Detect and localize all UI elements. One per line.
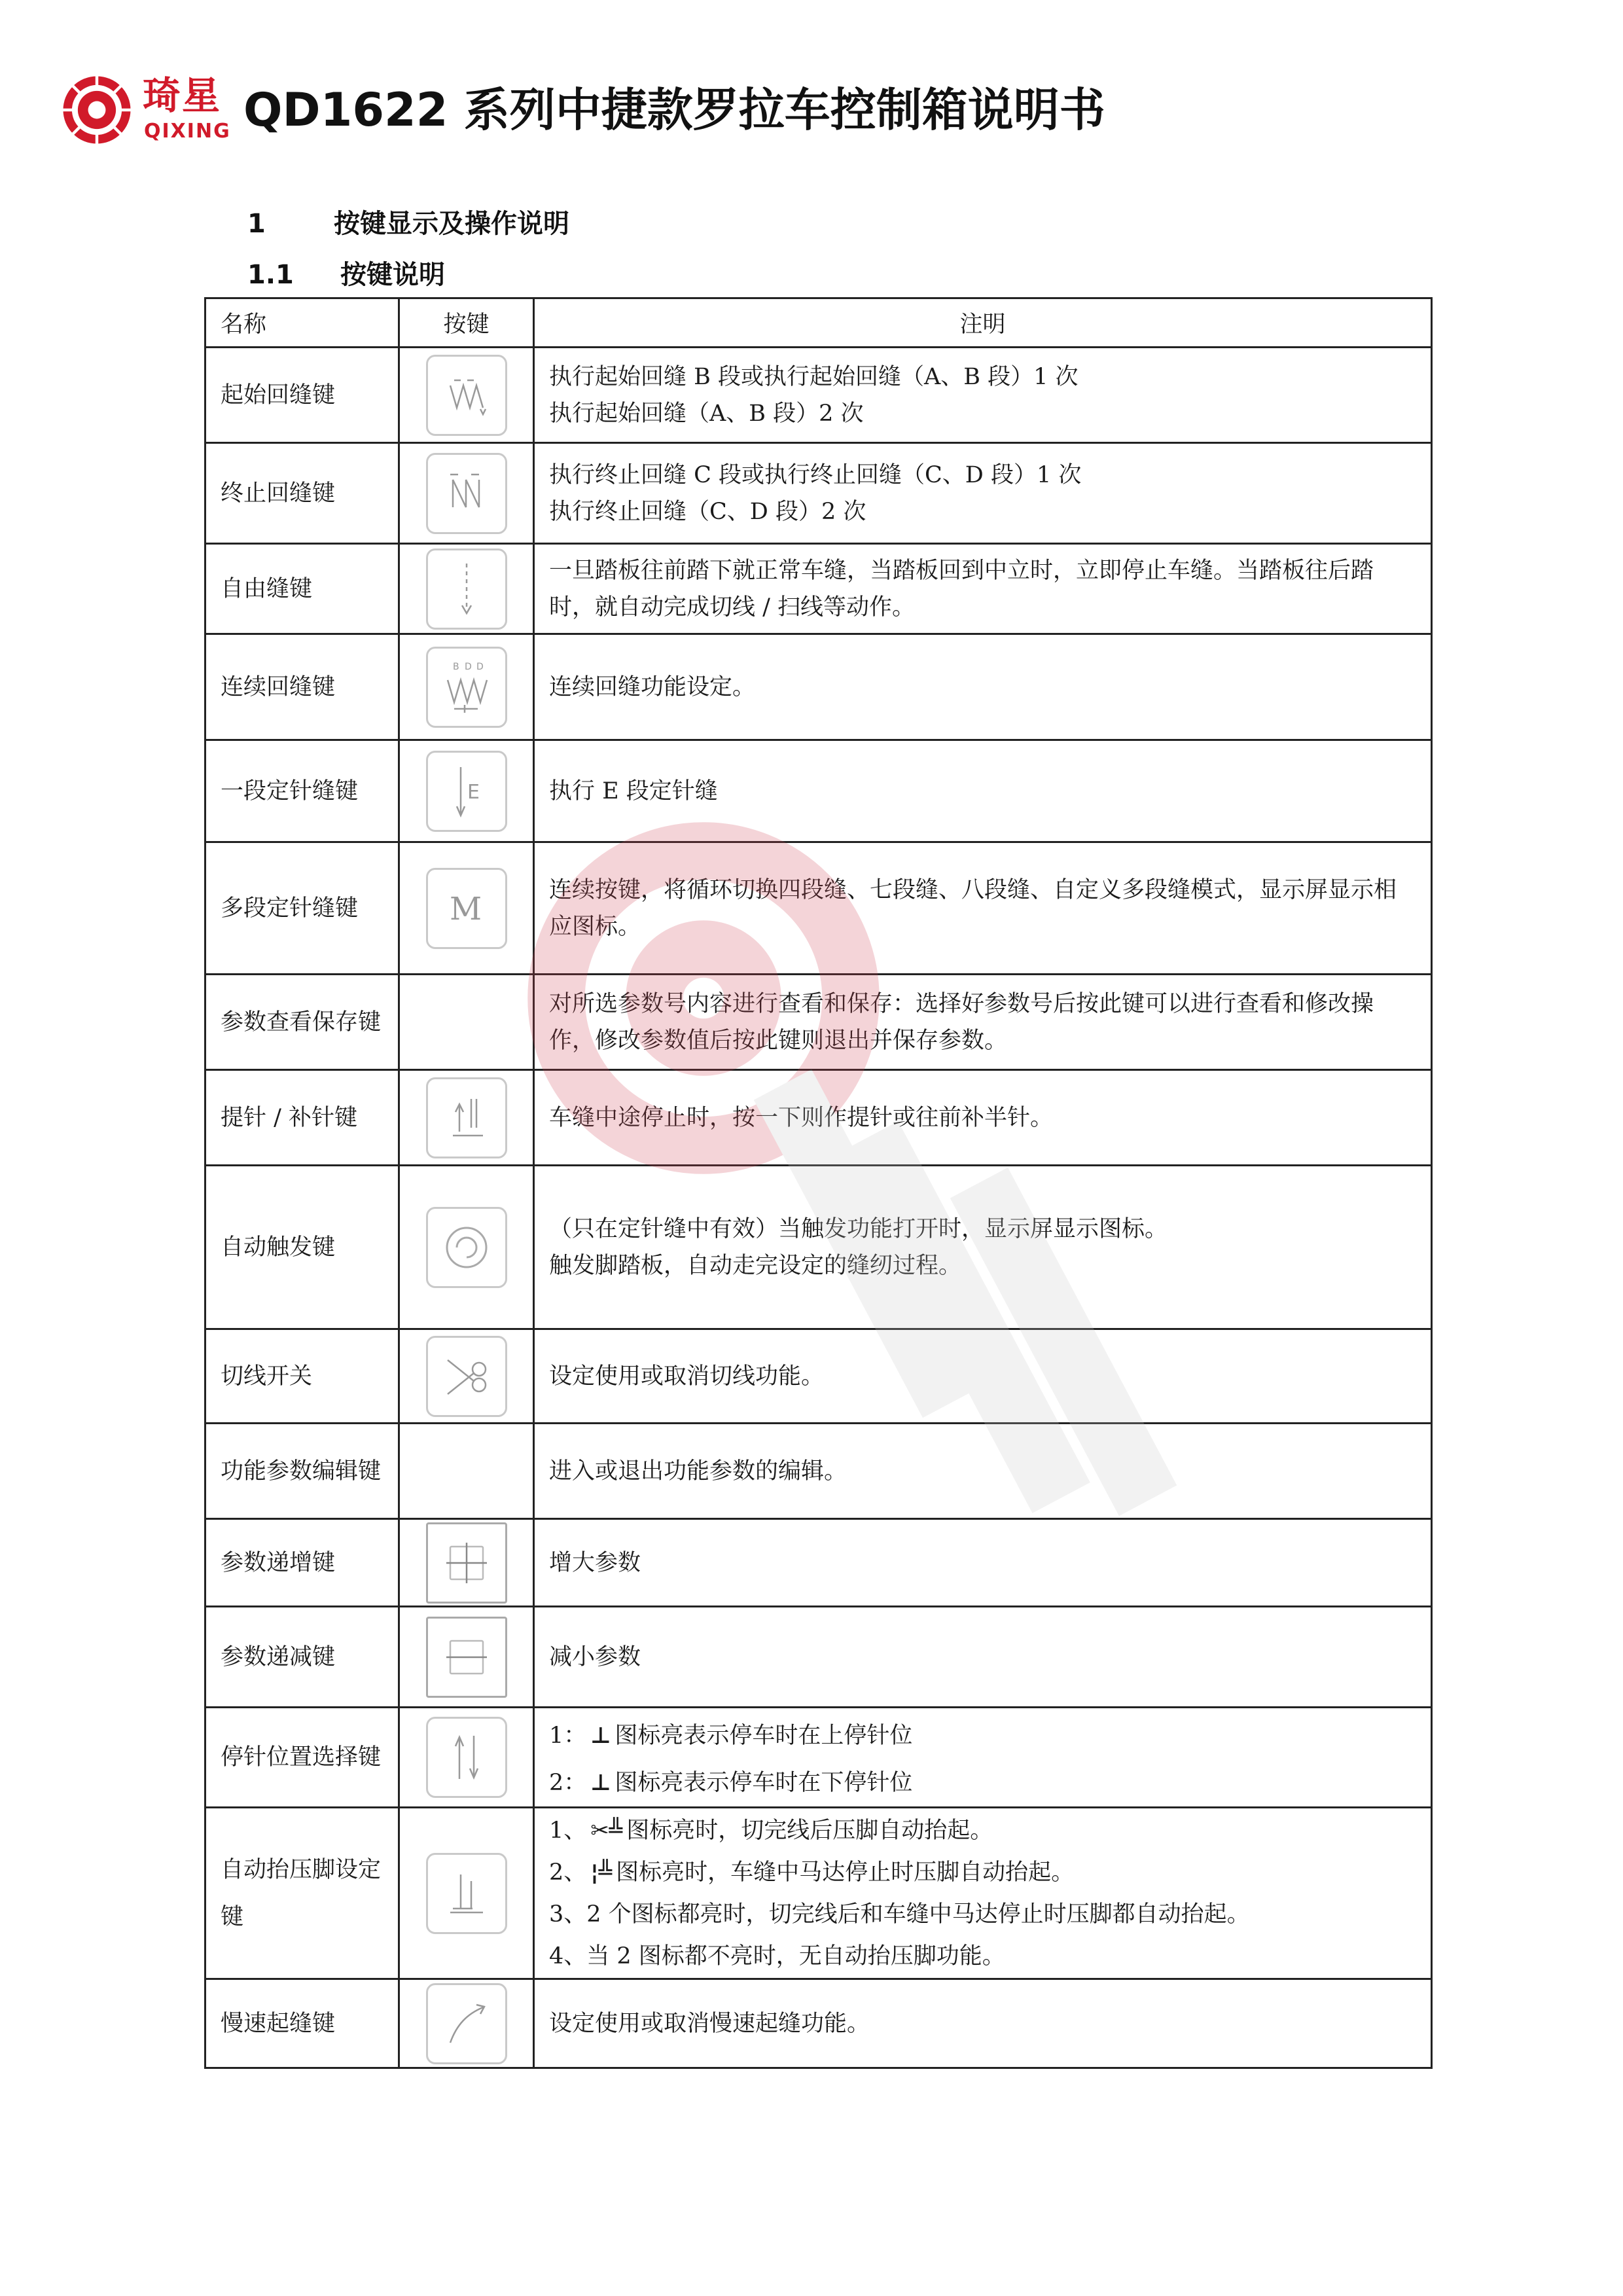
multi-section-sewing-icon xyxy=(426,868,507,949)
key-name: 提针 / 补针键 xyxy=(205,1070,399,1166)
empty-key-cell xyxy=(399,1424,534,1519)
note-line: 执行起始回缝（A、B 段）2 次 xyxy=(549,400,864,427)
table-row xyxy=(205,1166,1432,1329)
note-line: 执行终止回缝 C 段或执行终止回缝（C、D 段）1 次 xyxy=(549,461,1082,488)
table-row xyxy=(205,348,1432,443)
key-name: 参数查看保存键 xyxy=(205,975,399,1070)
slow-start-icon xyxy=(426,1983,507,2064)
table-row xyxy=(205,975,1432,1070)
header-key: 按键 xyxy=(399,298,534,348)
note-line: 触发脚踏板，自动走完设定的缝纫过程。 xyxy=(549,1252,962,1279)
note-line: 2、 ¦╩ 图标亮时，车缝中马达停止时压脚自动抬起。 xyxy=(549,1859,1075,1886)
key-description-table xyxy=(204,297,1433,2069)
subsection-title: 按键说明 xyxy=(340,260,445,290)
note-line: 对所选参数号内容进行查看和保存：选择好参数号后按此键可以进行查看和修改操作，修改参数值后按此键则退出并保存参数。 xyxy=(549,990,1374,1054)
one-section-sewing-icon xyxy=(426,751,507,832)
key-name: 自动抬压脚设定键 xyxy=(205,1808,399,1979)
table-row xyxy=(205,1424,1432,1519)
header-note: 注明 xyxy=(534,298,1432,348)
note-line: 3、2 个图标都亮时，切完线后和车缝中马达停止时压脚都自动抬起。 xyxy=(549,1901,1250,1928)
key-name: 停针位置选择键 xyxy=(205,1708,399,1808)
needle-up-compensate-icon xyxy=(426,1077,507,1158)
auto-trigger-icon xyxy=(426,1207,507,1288)
key-name: 参数递减键 xyxy=(205,1607,399,1708)
key-name: 起始回缝键 xyxy=(205,348,399,443)
key-name: 连续回缝键 xyxy=(205,634,399,740)
key-name: 慢速起缝键 xyxy=(205,1979,399,2068)
key-name: 自由缝键 xyxy=(205,544,399,634)
plus-icon xyxy=(426,1522,507,1604)
note-line: 一旦踏板往前踏下就正常车缝，当踏板回到中立时，立即停止车缝。当踏板往后踏时，就自动完成切线 / 扫线等动作。 xyxy=(549,557,1374,620)
subsection-number: 1.1 xyxy=(247,260,294,290)
needle-down-position-icon: ⊥ xyxy=(590,1770,611,1796)
note-line: 增大参数 xyxy=(549,1549,641,1576)
key-name: 多段定针缝键 xyxy=(205,842,399,975)
needle-position-icon xyxy=(426,1717,507,1798)
subsection-heading xyxy=(247,254,445,291)
continuous-backtack-icon xyxy=(426,647,507,728)
note-line: 设定使用或取消慢速起缝功能。 xyxy=(549,2010,870,2037)
brand-name: 琦星 xyxy=(143,73,222,118)
note-line: 连续按键，将循环切换四段缝、七段缝、八段缝、自定义多段缝模式，显示屏显示相应图标。 xyxy=(549,876,1397,940)
note-line: 执行终止回缝（C、D 段）2 次 xyxy=(549,498,866,525)
needle-up-position-icon: ⊥ xyxy=(590,1723,611,1749)
note-line: 1、 ✂╩ 图标亮时，切完线后压脚自动抬起。 xyxy=(549,1817,993,1844)
header-name: 名称 xyxy=(205,298,399,348)
table-row xyxy=(205,1607,1432,1708)
key-name: 一段定针缝键 xyxy=(205,740,399,842)
document-title: QD1622 系列中捷款罗拉车控制箱说明书 xyxy=(243,83,1105,137)
key-name: 自动触发键 xyxy=(205,1166,399,1329)
svg-text:D: D xyxy=(476,661,484,672)
note-line: 车缝中途停止时，按一下则作提针或往前补半针。 xyxy=(549,1104,1054,1131)
note-line: 连续回缝功能设定。 xyxy=(549,673,756,700)
svg-text:B: B xyxy=(452,661,459,672)
scissors-icon xyxy=(426,1336,507,1417)
section-title: 按键显示及操作说明 xyxy=(334,209,569,239)
table-row xyxy=(205,634,1432,740)
note-line: 设定使用或取消切线功能。 xyxy=(549,1363,825,1390)
table-row xyxy=(205,1329,1432,1424)
note-line: （只在定针缝中有效）当触发功能打开时，显示屏显示图标。 xyxy=(549,1215,1168,1242)
table-row xyxy=(205,443,1432,544)
table-row xyxy=(205,740,1432,842)
page-header xyxy=(60,73,1565,152)
table-row xyxy=(205,1708,1432,1808)
table-row xyxy=(205,842,1432,975)
key-name: 参数递增键 xyxy=(205,1519,399,1607)
svg-text:D: D xyxy=(464,661,472,672)
presser-foot-icon xyxy=(426,1853,507,1934)
start-backtack-icon xyxy=(426,355,507,436)
table-header-row xyxy=(205,298,1432,348)
qixing-logo-icon xyxy=(60,73,134,147)
minus-icon xyxy=(426,1617,507,1698)
svg-text:E: E xyxy=(467,780,480,804)
key-name: 终止回缝键 xyxy=(205,443,399,544)
note-line: 减小参数 xyxy=(549,1643,641,1670)
table-row xyxy=(205,1070,1432,1166)
key-name: 切线开关 xyxy=(205,1329,399,1424)
end-backtack-icon xyxy=(426,453,507,534)
free-sewing-icon xyxy=(426,548,507,630)
section-number: 1 xyxy=(247,209,266,239)
brand-name-en: QIXING xyxy=(144,120,231,143)
note-line: 执行起始回缝 B 段或执行起始回缝（A、B 段）1 次 xyxy=(549,363,1079,390)
note-line: 4、当 2 图标都不亮时，无自动抬压脚功能。 xyxy=(549,1943,1005,1969)
note-line: 2： ⊥ 图标亮表示停车时在下停针位 xyxy=(549,1770,913,1796)
key-name: 功能参数编辑键 xyxy=(205,1424,399,1519)
empty-key-cell xyxy=(399,975,534,1070)
note-line: 1： ⊥ 图标亮表示停车时在上停针位 xyxy=(549,1723,913,1749)
note-line: 执行 E 段定针缝 xyxy=(549,778,718,804)
table-row xyxy=(205,1979,1432,2068)
section-heading xyxy=(247,203,569,240)
table-row xyxy=(205,544,1432,634)
note-line: 进入或退出功能参数的编辑。 xyxy=(549,1458,847,1484)
cut-presser-icon: ✂╩ xyxy=(590,1817,623,1844)
table-row xyxy=(205,1808,1432,1979)
svg-text:M: M xyxy=(449,890,482,927)
stop-presser-icon: ¦╩ xyxy=(590,1859,613,1886)
table-row xyxy=(205,1519,1432,1607)
